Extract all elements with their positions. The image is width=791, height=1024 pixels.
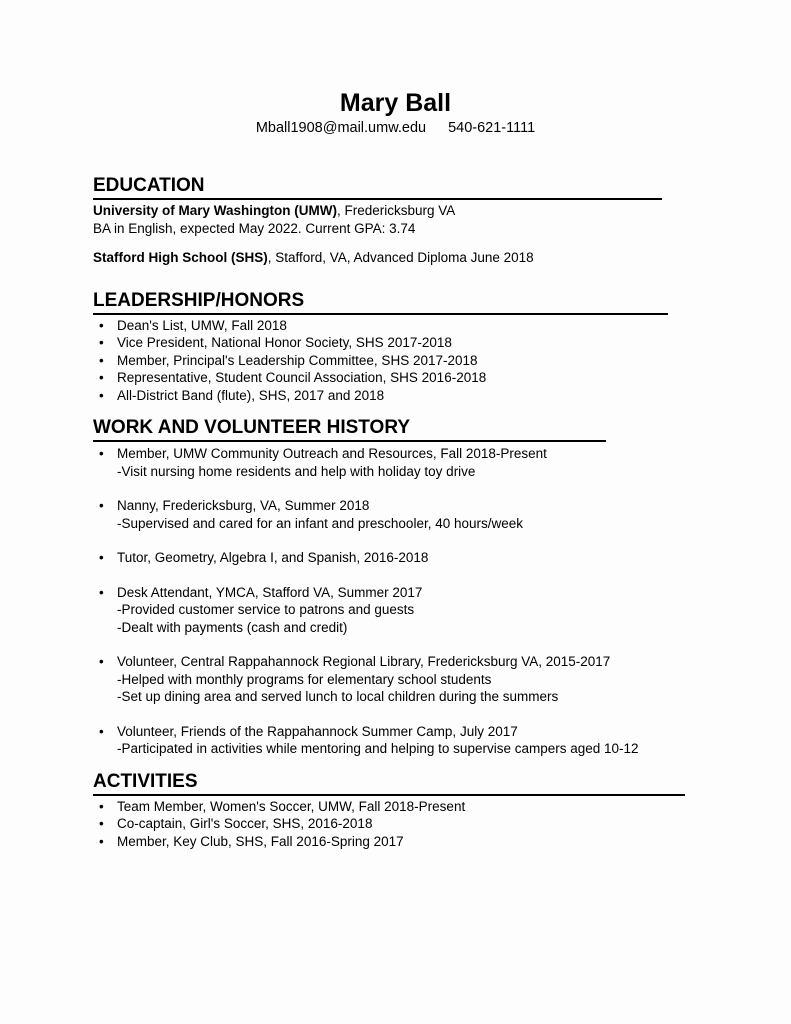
contact-line: [93, 118, 698, 138]
work-detail: -Supervised and cared for an infant and preschooler, 40 hours/week: [117, 515, 524, 531]
section-title-leadership: LEADERSHIP/HONORS: [93, 289, 668, 315]
work-detail: -Dealt with payments (cash and credit): [117, 619, 348, 635]
work-section: [93, 445, 698, 758]
bullet-item: • Vice President, National Honor Society, SHS 2017-2018: [93, 334, 698, 352]
resume-header: [93, 88, 698, 138]
work-entry: [93, 497, 698, 532]
work-detail: -Helped with monthly programs for elementary school students: [117, 671, 492, 687]
bullet-item: • Volunteer, Central Rappahannock Regional Library, Fredericksburg VA, 2015-2017: [93, 653, 698, 671]
bullet-item: • Team Member, Women's Soccer, UMW, Fall 2018-Present: [93, 798, 698, 816]
section-title-activities: ACTIVITIES: [93, 770, 685, 796]
bullet-item: • Member, Principal's Leadership Committee, SHS 2017-2018: [93, 352, 698, 370]
bullet-item: • Dean's List, UMW, Fall 2018: [93, 317, 698, 335]
work-detail: -Provided customer service to patrons and guests: [117, 602, 415, 617]
education-highschool-line: [93, 249, 698, 267]
work-entry: [93, 584, 698, 637]
section-title-work: WORK AND VOLUNTEER HISTORY: [93, 416, 606, 442]
education-section: [93, 202, 698, 267]
education-college-line: [93, 202, 698, 220]
highschool-name: Stafford High School (SHS): [93, 250, 268, 265]
work-entry: [93, 549, 698, 567]
section-title-education: EDUCATION: [93, 174, 662, 200]
highschool-details: , Stafford, VA, Advanced Diploma June 2018: [267, 250, 534, 265]
bullet-item: • Nanny, Fredericksburg, VA, Summer 2018: [93, 497, 698, 515]
work-entry: [93, 723, 698, 758]
phone-text: 540-621-1111: [448, 120, 536, 136]
bullet-item: • Volunteer, Friends of the Rappahannock Summer Camp, July 2017: [93, 723, 698, 741]
bullet-item: • Representative, Student Council Association, SHS 2016-2018: [93, 369, 698, 387]
work-entry: [93, 445, 698, 480]
bullet-item: • Co-captain, Girl's Soccer, SHS, 2016-2018: [93, 815, 698, 833]
college-name: University of Mary Washington (UMW): [93, 203, 338, 218]
activities-list: [93, 798, 698, 851]
education-degree-line: BA in English, expected May 2022. Current GPA: 3.74: [93, 220, 416, 236]
person-name: Mary Ball: [339, 89, 452, 117]
bullet-item: • Desk Attendant, YMCA, Stafford VA, Summer 2017: [93, 584, 698, 602]
bullet-item: • Member, UMW Community Outreach and Resources, Fall 2018-Present: [93, 445, 698, 463]
college-location: , Fredericksburg VA: [337, 203, 456, 218]
work-detail: -Visit nursing home residents and help with holiday toy drive: [117, 463, 476, 479]
bullet-item: • All-District Band (flute), SHS, 2017 and 2018: [93, 387, 698, 405]
work-detail: -Set up dining area and served lunch to local children during the summers: [117, 689, 559, 704]
work-detail: -Participated in activities while mentoring and helping to supervise campers aged 10-12: [117, 741, 639, 756]
work-entry: [93, 653, 698, 706]
leadership-list: [93, 317, 698, 405]
email-text: Mball1908@mail.umw.edu: [255, 120, 427, 136]
bullet-item: • Member, Key Club, SHS, Fall 2016-Spring 2017: [93, 833, 698, 851]
bullet-item: • Tutor, Geometry, Algebra I, and Spanish, 2016-2018: [93, 549, 698, 567]
